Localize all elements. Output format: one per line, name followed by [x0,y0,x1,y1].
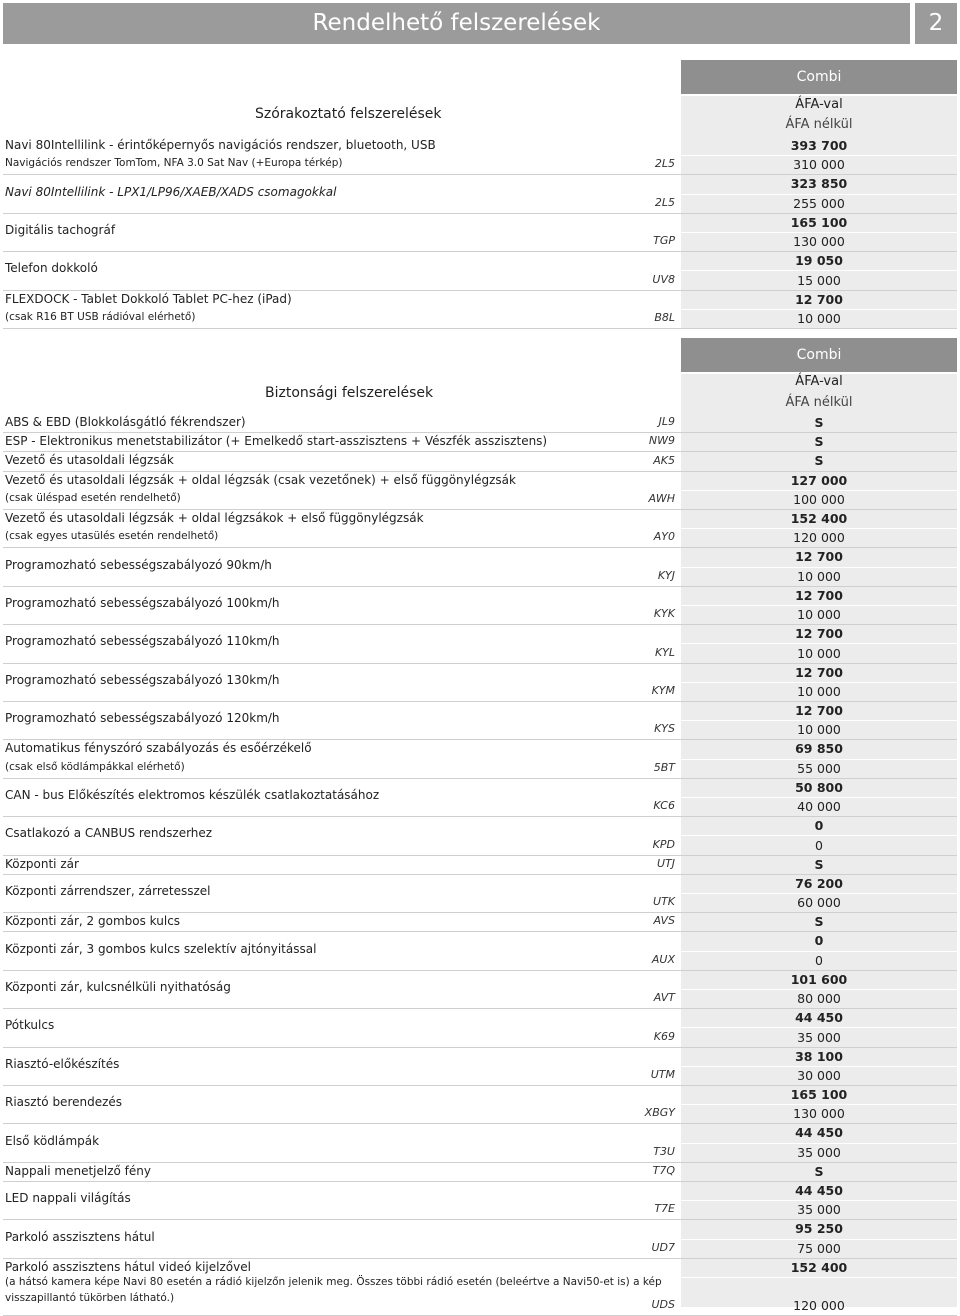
price-net: 10 000 [797,607,841,623]
price-divider [681,1027,957,1028]
price-gross: 393 700 [790,138,848,153]
row-divider [3,432,957,433]
option-label: ABS & EBD (Blokkolásgátló fékrendszer) [5,415,246,429]
afa-nelkul-header: ÁFA nélkül [785,395,853,410]
price-gross: 127 000 [790,472,848,488]
price-divider [681,270,957,271]
option-code: 2L5 [654,195,675,209]
option-label: Riasztó-előkészítés [5,1056,120,1071]
price-divider [681,720,957,721]
option-code: TGP [653,234,675,248]
option-label: Automatikus fényszóró szabályozás és esőérzékelő [5,741,312,756]
price-gross: 323 850 [790,176,848,192]
option-code: AUX [651,952,675,966]
row-divider [3,912,957,913]
page-header-bar [3,3,910,44]
option-label: Csatlakozó a CANBUS rendszerhez [5,826,213,841]
option-label: FLEXDOCK - Tablet Dokkoló Tablet PC-hez (iPad) [5,291,292,306]
price-divider [681,155,957,156]
price-divider [681,1104,957,1105]
option-label: Első ködlámpák [5,1133,100,1148]
price-gross: 44 450 [795,1010,843,1026]
option-code: NW9 [648,434,675,448]
price-net: 10 000 [797,722,841,738]
option-label: Vezető és utasoldali légzsák + oldal légzsák (csak vezetőnek) + első függönylégzsák [5,472,516,487]
option-code: B8L [654,311,675,324]
option-label: Vezető és utasoldali légzsák + oldal légzsákok + első függönylégzsák [5,511,424,525]
row-divider [3,778,957,779]
price-divider [681,605,957,606]
price-gross: 12 700 [795,664,843,680]
price-gross: 0 [814,818,824,834]
option-code: KYL [654,645,675,659]
section-title-entertainment: Szórakoztató felszerelések [255,106,442,122]
price-net: 120 000 [793,530,845,546]
price-divider [681,951,957,952]
option-label: Programozható sebességszabályozó 110km/h [5,634,280,649]
option-code: UV8 [652,272,675,286]
row-divider [3,451,957,452]
option-label: (csak R16 BT USB rádióval elérhető) [5,310,196,323]
option-label: Központi zár, 2 gombos kulcs [5,914,181,929]
price-net: 0 [815,952,823,968]
price-divider [681,759,957,760]
row-divider [3,174,957,175]
price-net: 30 000 [797,1068,841,1083]
row-divider [3,970,957,971]
row-divider [3,1258,957,1259]
price-divider [681,1143,957,1144]
option-code: XBGY [644,1106,675,1120]
price-net: 255 000 [793,195,845,211]
price-gross: 101 600 [790,971,848,987]
price-net: 55 000 [797,760,841,776]
standard-equipment-mark: S [814,453,824,469]
price-divider [681,567,957,568]
row-divider [3,701,957,702]
price-gross: 165 100 [790,214,848,230]
option-label: Navi 80Intellilink - érintőképernyős navigációs rendszer, bluetooth, USB [5,138,436,152]
option-code: AY0 [653,530,675,544]
price-divider [681,1200,957,1201]
price-net: 10 000 [797,684,841,699]
price-divider [681,528,957,529]
option-code: T3U [653,1144,675,1158]
option-label: Vezető és utasoldali légzsák [5,453,174,468]
price-divider [681,643,957,644]
price-net: 35 000 [797,1144,841,1160]
option-label: Parkoló asszisztens hátul [5,1229,155,1244]
row-divider [3,874,957,875]
price-gross: 12 700 [795,626,843,642]
price-divider [681,309,957,310]
option-label: CAN - bus Előkészítés elektromos készülék csatlakoztatásához [5,788,380,802]
price-divider [681,232,957,233]
option-code: AWH [648,492,675,505]
option-code: 5BT [653,760,675,774]
price-gross: 12 700 [795,291,843,307]
option-label: Digitális tachográf [5,223,116,237]
price-divider [681,490,957,491]
option-label: ESP - Elektronikus menetstabilizátor (+ Emelkedő start-asszisztens + Vészfék asszisztens) [5,434,548,449]
price-divider [681,1277,957,1278]
option-code: UTM [650,1068,675,1081]
price-gross: 76 200 [795,875,843,891]
option-label: Parkoló asszisztens hátul videó kijelzővel [5,1259,251,1274]
row-divider [3,624,957,625]
option-label: (csak első ködlámpákkal elérhető) [5,760,185,773]
price-gross: 152 400 [790,511,848,526]
option-code: KPD [652,837,675,851]
standard-equipment-mark: S [814,1163,824,1179]
price-gross: 44 450 [795,1183,843,1198]
price-net: 120 000 [793,1298,845,1314]
price-divider [681,893,957,894]
price-gross: 50 800 [795,779,843,795]
price-net: 80 000 [797,991,841,1007]
price-net: 60 000 [797,895,841,911]
standard-equipment-mark: S [814,856,824,872]
option-label: (csak üléspad esetén rendelhető) [5,491,181,504]
page-number: 2 [915,3,957,44]
option-label: Nappali menetjelző fény [5,1163,151,1178]
afa-nelkul-header: ÁFA nélkül [785,117,853,132]
row-divider [3,1123,957,1124]
price-net: 15 000 [797,272,841,288]
price-net: 310 000 [793,157,845,173]
price-divider [681,835,957,836]
price-gross: 19 050 [795,253,843,269]
row-divider [3,547,957,548]
price-net: 100 000 [793,492,845,507]
option-code: AVS [653,914,675,928]
price-net: 0 [815,837,823,853]
price-gross: 12 700 [795,549,843,565]
option-label: Riasztó berendezés [5,1095,123,1110]
price-net: 10 000 [797,645,841,661]
row-divider [3,290,957,291]
option-code: T7E [654,1202,675,1216]
price-net: 10 000 [797,311,841,326]
row-divider [3,328,957,329]
row-divider [3,1219,957,1220]
option-label: visszapillantó tükörben látható.) [5,1291,175,1304]
option-label: Navigációs rendszer TomTom, NFA 3.0 Sat Nav (+Europa térkép) [5,157,343,170]
price-divider [681,1239,957,1240]
price-gross: 165 100 [790,1087,848,1102]
price-divider [681,1066,957,1067]
row-divider [3,855,957,856]
option-code: UTJ [656,856,675,870]
page-title: Rendelhető felszerelések [312,10,601,36]
section-title-safety: Biztonsági felszerelések [265,385,434,401]
row-divider [3,586,957,587]
price-net: 40 000 [797,799,841,815]
option-label: Központi zár [5,856,79,871]
option-label: Központi zárrendszer, zárretesszel [5,884,211,898]
option-label: Navi 80Intellilink - LPX1/LP96/XAEB/XADS csomagokkal [5,184,337,199]
afa-val-header: ÁFA-val [795,374,843,389]
option-label: LED nappali világítás [5,1191,131,1206]
price-divider [681,194,957,195]
price-net: 75 000 [797,1240,841,1256]
option-label: Programozható sebességszabályozó 90km/h [5,557,272,572]
option-code: KYS [654,722,675,736]
price-gross: 44 450 [795,1125,843,1141]
option-code: T7Q [652,1164,675,1177]
option-label: Központi zár, 3 gombos kulcs szelektív ajtónyitással [5,941,317,956]
row-divider [3,251,957,252]
price-net: 35 000 [797,1029,841,1045]
option-label: (a hátsó kamera képe Navi 80 esetén a rádió kijelzőn jelenik meg. Összes többi rádió esetén (beleértve a Navi50-et is) a kép [5,1275,662,1288]
price-gross: 152 400 [790,1259,848,1275]
combi-column-header: Combi [681,60,957,94]
option-label: Telefon dokkoló [5,261,98,276]
option-label: Programozható sebességszabályozó 130km/h [5,672,280,687]
option-label: Programozható sebességszabályozó 100km/h [5,596,280,610]
option-code: KC6 [653,799,675,813]
option-label: Központi zár, kulcsnélküli nyithatóság [5,980,231,994]
price-divider [681,682,957,683]
afa-val-header: ÁFA-val [795,97,843,112]
combi-column-header: Combi [681,338,957,372]
option-code: AK5 [653,453,675,467]
option-code: AVT [653,991,675,1005]
option-label: (csak egyes utasülés esetén rendelhető) [5,530,219,543]
price-gross: 95 250 [795,1221,843,1237]
option-code: UDS [651,1298,675,1312]
row-divider [3,1008,957,1009]
option-code: 2L5 [654,157,675,171]
price-net: 35 000 [797,1202,841,1218]
option-label: Programozható sebességszabályozó 120km/h [5,711,280,726]
price-net: 130 000 [793,234,845,250]
row-divider [3,1181,957,1182]
row-divider [3,509,957,510]
row-divider [3,663,957,664]
option-code: UD7 [651,1240,675,1254]
row-divider [3,1162,957,1163]
option-code: K69 [653,1029,675,1043]
option-code: UTK [653,895,675,909]
option-code: KYM [651,684,675,697]
row-divider [3,816,957,817]
price-net: 130 000 [793,1106,845,1122]
row-divider [3,1047,957,1048]
standard-equipment-mark: S [814,415,824,430]
price-gross: 69 850 [795,741,843,757]
price-divider [681,797,957,798]
option-code: KYJ [657,568,675,582]
row-divider [3,1085,957,1086]
price-divider [681,989,957,990]
standard-equipment-mark: S [814,914,824,930]
row-divider [3,471,957,472]
price-gross: 12 700 [795,587,843,603]
option-code: JL9 [658,415,675,429]
option-label: Pótkulcs [5,1018,55,1033]
row-divider [3,931,957,932]
option-code: KYK [653,607,675,621]
price-gross: 0 [814,933,824,949]
price-net: 10 000 [797,568,841,584]
price-gross: 12 700 [795,703,843,718]
price-gross: 38 100 [795,1048,843,1064]
standard-equipment-mark: S [814,434,824,450]
row-divider [3,213,957,214]
row-divider [3,739,957,740]
